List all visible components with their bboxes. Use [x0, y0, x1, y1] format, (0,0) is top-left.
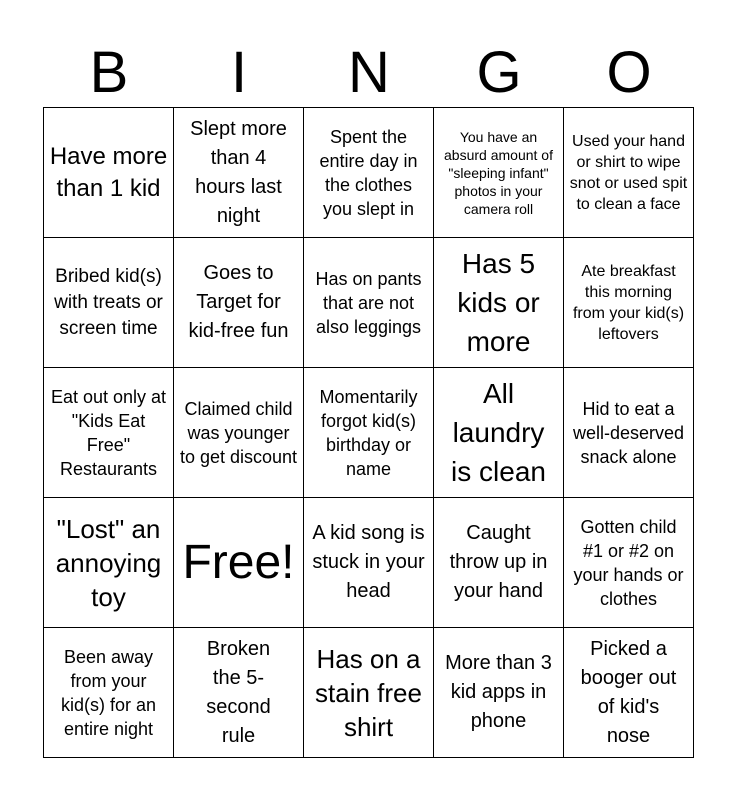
bingo-grid	[43, 107, 694, 758]
cell-text: Has on a stain free shirt	[315, 643, 422, 742]
bingo-cell[interactable]	[434, 498, 564, 628]
cell-text: Been away from your kid(s) for an entire night	[60, 646, 157, 739]
cell-text: Bribed kid(s) with treats or screen time	[54, 265, 163, 339]
bingo-cell[interactable]	[434, 368, 564, 498]
bingo-cell[interactable]	[434, 108, 564, 238]
cell-text: Have more than 1 kid	[49, 142, 168, 202]
cell-text: Momentarily forgot kid(s) birthday or name	[319, 386, 418, 479]
bingo-cell[interactable]	[174, 108, 304, 238]
cell-text: Ate breakfast this morning from your kid(s) leftovers	[572, 262, 685, 343]
cell-text: Used your hand or shirt to wipe snot or used spit to clean a face	[569, 132, 688, 213]
header-letter-b: B	[89, 40, 129, 105]
cell-text: Spent the entire day in the clothes you slept in	[319, 126, 418, 219]
bingo-cell[interactable]	[304, 238, 434, 368]
cell-text: Eat out only at "Kids Eat Free" Restaurants	[50, 386, 167, 479]
cell-text: Goes to Target for kid-free fun	[188, 262, 289, 342]
bingo-cell[interactable]	[304, 368, 434, 498]
cell-text: You have an absurd amount of "sleeping infant" photos in your camera roll	[444, 128, 553, 217]
bingo-cell[interactable]	[564, 238, 694, 368]
bingo-cell[interactable]	[44, 108, 174, 238]
bingo-cell[interactable]	[44, 628, 174, 758]
header-letter-o: O	[606, 40, 652, 105]
bingo-cell[interactable]	[174, 628, 304, 758]
cell-text: Picked a booger out of kid's nose	[580, 637, 677, 747]
bingo-header	[44, 40, 694, 106]
header-letter-i: I	[230, 40, 248, 105]
cell-text: All laundry is clean	[451, 378, 546, 487]
bingo-cell[interactable]	[174, 368, 304, 498]
bingo-cell[interactable]	[564, 108, 694, 238]
bingo-cell[interactable]	[174, 238, 304, 368]
cell-text: Caught throw up in your hand	[449, 522, 548, 602]
bingo-cell[interactable]	[304, 628, 434, 758]
bingo-cell[interactable]	[44, 498, 174, 628]
bingo-cell[interactable]	[304, 108, 434, 238]
cell-text: A kid song is stuck in your head	[312, 522, 425, 602]
bingo-cell[interactable]	[44, 368, 174, 498]
cell-text: Broken the 5-second rule	[206, 637, 271, 747]
cell-text: Has on pants that are not also leggings	[315, 268, 422, 337]
cell-text: "Lost" an annoying toy	[55, 513, 162, 612]
bingo-cell[interactable]	[564, 368, 694, 498]
bingo-cell[interactable]	[44, 238, 174, 368]
cell-text: Claimed child was younger to get discount	[179, 398, 298, 467]
bingo-cell[interactable]	[564, 498, 694, 628]
bingo-cell[interactable]	[564, 628, 694, 758]
cell-text: Hid to eat a well-deserved snack alone	[572, 398, 685, 467]
header-letter-g: G	[476, 40, 522, 105]
bingo-cell[interactable]	[434, 238, 564, 368]
cell-text: Gotten child #1 or #2 on your hands or clothes	[573, 516, 684, 609]
cell-text: More than 3 kid apps in phone	[445, 652, 552, 732]
bingo-cell[interactable]	[304, 498, 434, 628]
cell-text: Has 5 kids or more	[457, 248, 540, 357]
cell-text: Slept more than 4 hours last night	[190, 117, 287, 227]
bingo-cell[interactable]	[174, 498, 304, 628]
free-space-text: Free!	[182, 535, 295, 589]
header-letter-n: N	[348, 40, 390, 105]
bingo-cell[interactable]	[434, 628, 564, 758]
